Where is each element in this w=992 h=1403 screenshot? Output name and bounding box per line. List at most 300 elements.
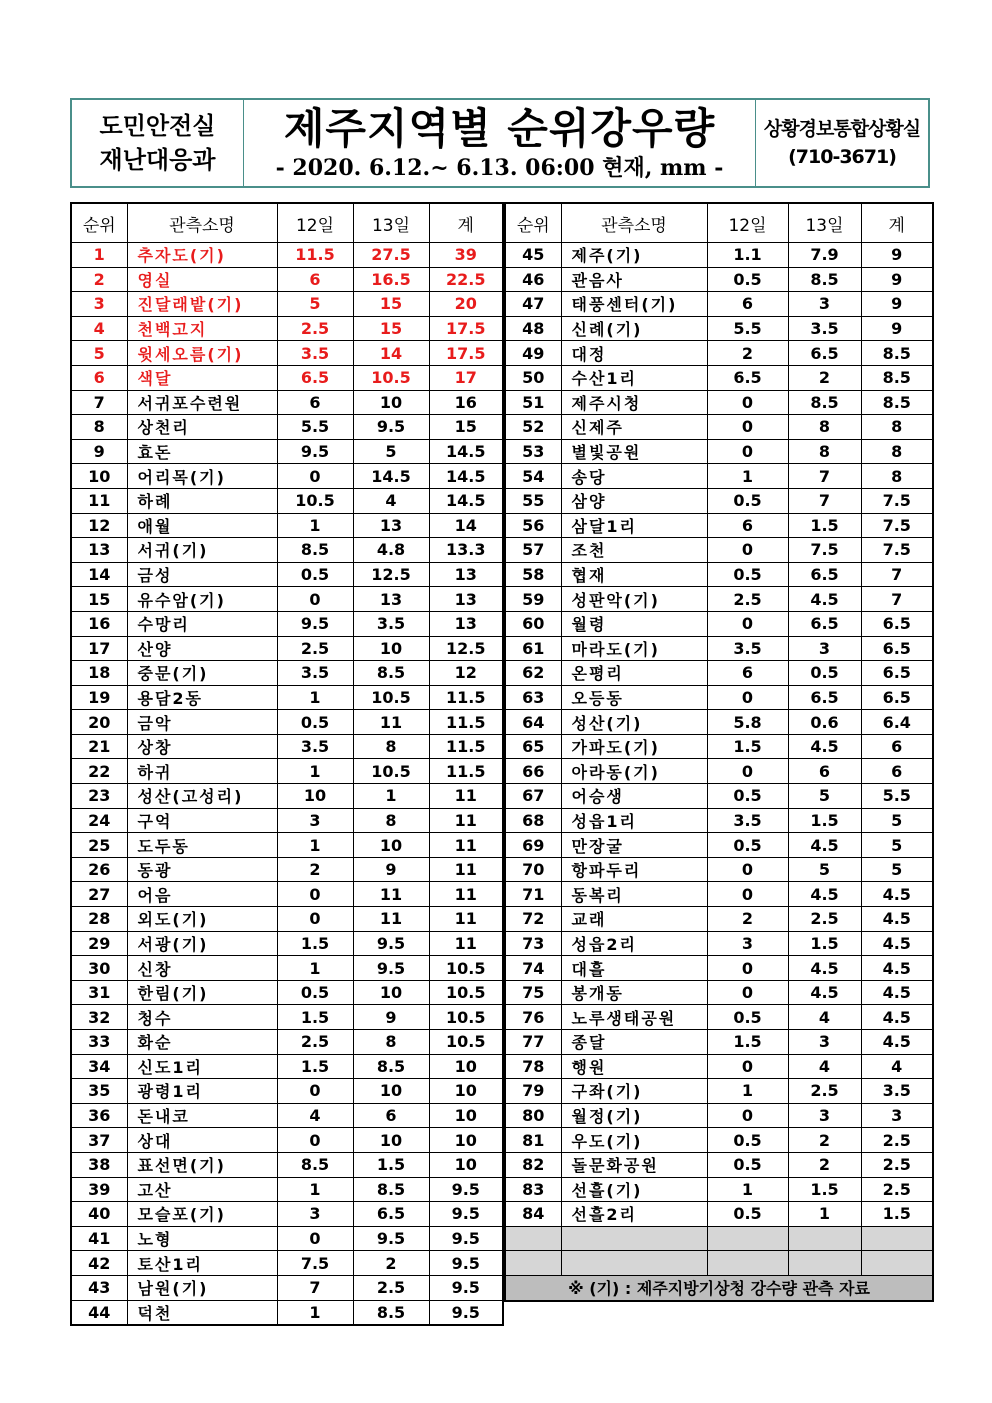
station-name-cell: 수산1리 bbox=[561, 365, 707, 390]
rank-cell: 9 bbox=[71, 439, 127, 464]
station-name-cell: 우도(기) bbox=[561, 1128, 707, 1153]
day13-cell: 6 bbox=[788, 759, 861, 784]
title-block bbox=[244, 100, 756, 186]
rank-cell: 52 bbox=[505, 415, 561, 440]
day13-cell: 10 bbox=[353, 833, 429, 858]
day12-cell: 0 bbox=[707, 882, 788, 907]
station-name-cell: 만장굴 bbox=[561, 833, 707, 858]
day13-cell: 14 bbox=[353, 341, 429, 366]
table-row bbox=[71, 808, 503, 833]
station-name-cell: 선흘(기) bbox=[561, 1177, 707, 1202]
rank-cell: 84 bbox=[505, 1202, 561, 1227]
station-name-cell: 노형 bbox=[127, 1226, 277, 1251]
table-row bbox=[71, 587, 503, 612]
rank-cell: 38 bbox=[71, 1152, 127, 1177]
day12-cell: 8.5 bbox=[277, 1152, 353, 1177]
table-row bbox=[505, 1202, 933, 1227]
table-row bbox=[505, 857, 933, 882]
day13-cell: 9 bbox=[353, 857, 429, 882]
day12-cell: 3 bbox=[277, 1202, 353, 1227]
rank-cell: 42 bbox=[71, 1251, 127, 1276]
rank-cell: 72 bbox=[505, 907, 561, 932]
day12-cell: 0 bbox=[277, 587, 353, 612]
day12-cell: 6.5 bbox=[277, 365, 353, 390]
table-row bbox=[71, 1128, 503, 1153]
day13-cell: 2.5 bbox=[788, 1079, 861, 1104]
day13-cell: 8.5 bbox=[353, 661, 429, 686]
rank-cell: 22 bbox=[71, 759, 127, 784]
rank-cell: 15 bbox=[71, 587, 127, 612]
table-row bbox=[505, 784, 933, 809]
station-name-cell: 협재 bbox=[561, 562, 707, 587]
table-row bbox=[505, 390, 933, 415]
day13-cell: 3 bbox=[788, 1030, 861, 1055]
day12-cell: 2.5 bbox=[707, 587, 788, 612]
total-cell: 4.5 bbox=[861, 956, 933, 981]
rank-cell: 43 bbox=[71, 1275, 127, 1300]
table-row bbox=[71, 316, 503, 341]
station-name-cell: 교래 bbox=[561, 907, 707, 932]
total-cell: 8 bbox=[861, 415, 933, 440]
total-cell: 8 bbox=[861, 439, 933, 464]
day13-cell: 8 bbox=[788, 415, 861, 440]
table-row bbox=[505, 538, 933, 563]
day13-cell: 15 bbox=[353, 292, 429, 317]
day12-cell: 1.5 bbox=[707, 1030, 788, 1055]
rank-cell: 76 bbox=[505, 1005, 561, 1030]
day12-cell: 0.5 bbox=[277, 710, 353, 735]
station-name-cell: 별빛공원 bbox=[561, 439, 707, 464]
total-cell: 2.5 bbox=[861, 1177, 933, 1202]
day13-cell: 4.5 bbox=[788, 833, 861, 858]
total-cell: 11 bbox=[429, 882, 503, 907]
total-cell: 10.5 bbox=[429, 980, 503, 1005]
day13-cell: 4.5 bbox=[788, 734, 861, 759]
rank-cell: 79 bbox=[505, 1079, 561, 1104]
station-name-cell: 색달 bbox=[127, 365, 277, 390]
station-name-cell: 가파도(기) bbox=[561, 734, 707, 759]
table-row bbox=[505, 1103, 933, 1128]
total-cell: 11 bbox=[429, 784, 503, 809]
table-row bbox=[505, 1128, 933, 1153]
total-cell: 8.5 bbox=[861, 365, 933, 390]
rank-cell: 73 bbox=[505, 931, 561, 956]
table-row bbox=[71, 488, 503, 513]
rank-cell: 75 bbox=[505, 980, 561, 1005]
table-row bbox=[505, 562, 933, 587]
rank-cell: 69 bbox=[505, 833, 561, 858]
total-cell: 11 bbox=[429, 907, 503, 932]
station-name-cell: 삼양 bbox=[561, 488, 707, 513]
table-row bbox=[71, 1030, 503, 1055]
station-name-cell: 효돈 bbox=[127, 439, 277, 464]
total-cell: 14.5 bbox=[429, 488, 503, 513]
day13-cell: 5 bbox=[788, 857, 861, 882]
office-name: 상황경보통합상황실 bbox=[763, 118, 921, 140]
rank-cell: 60 bbox=[505, 611, 561, 636]
station-name-cell: 고산 bbox=[127, 1177, 277, 1202]
total-cell: 5 bbox=[861, 808, 933, 833]
col-station-header: 관측소명 bbox=[127, 203, 277, 243]
day12-cell: 3.5 bbox=[277, 341, 353, 366]
rank-cell: 32 bbox=[71, 1005, 127, 1030]
rank-cell: 33 bbox=[71, 1030, 127, 1055]
total-cell: 9 bbox=[861, 292, 933, 317]
page-title: 제주지역별 순위강우량 bbox=[283, 104, 716, 153]
day13-cell: 10 bbox=[353, 980, 429, 1005]
station-name-cell: 봉개동 bbox=[561, 980, 707, 1005]
day12-cell: 0 bbox=[277, 1079, 353, 1104]
total-cell: 7.5 bbox=[861, 488, 933, 513]
day12-cell: 1 bbox=[277, 833, 353, 858]
total-cell: 6.5 bbox=[861, 611, 933, 636]
rank-cell: 47 bbox=[505, 292, 561, 317]
total-cell: 8.5 bbox=[861, 341, 933, 366]
rank-cell: 78 bbox=[505, 1054, 561, 1079]
table-row bbox=[71, 784, 503, 809]
total-cell: 4.5 bbox=[861, 980, 933, 1005]
table-row bbox=[71, 980, 503, 1005]
total-cell: 12.5 bbox=[429, 636, 503, 661]
total-cell: 9 bbox=[861, 316, 933, 341]
day13-cell: 4 bbox=[788, 1005, 861, 1030]
total-cell: 10 bbox=[429, 1079, 503, 1104]
org-line1: 도민안전실 bbox=[99, 112, 216, 140]
station-name-cell: 천백고지 bbox=[127, 316, 277, 341]
table-header-row bbox=[505, 203, 933, 243]
rank-cell: 54 bbox=[505, 464, 561, 489]
day13-cell: 0.5 bbox=[788, 661, 861, 686]
table-row bbox=[71, 857, 503, 882]
day13-cell: 11 bbox=[353, 710, 429, 735]
table-row bbox=[71, 907, 503, 932]
day13-cell: 2 bbox=[788, 1128, 861, 1153]
total-cell: 11.5 bbox=[429, 734, 503, 759]
rank-cell: 3 bbox=[71, 292, 127, 317]
station-name-cell: 유수암(기) bbox=[127, 587, 277, 612]
rank-cell: 28 bbox=[71, 907, 127, 932]
total-cell: 9.5 bbox=[429, 1251, 503, 1276]
col-station-header: 관측소명 bbox=[561, 203, 707, 243]
station-name-cell: 남원(기) bbox=[127, 1275, 277, 1300]
day13-cell: 15 bbox=[353, 316, 429, 341]
rank-cell: 27 bbox=[71, 882, 127, 907]
day13-cell: 6 bbox=[353, 1103, 429, 1128]
table-row bbox=[505, 931, 933, 956]
col-total-header: 계 bbox=[429, 203, 503, 243]
rank-cell: 48 bbox=[505, 316, 561, 341]
table-row bbox=[505, 488, 933, 513]
station-name-cell: 금악 bbox=[127, 710, 277, 735]
day13-cell: 4.5 bbox=[788, 956, 861, 981]
rainfall-table-left bbox=[70, 202, 504, 1326]
day13-cell: 13 bbox=[353, 513, 429, 538]
total-cell: 10 bbox=[429, 1128, 503, 1153]
total-cell: 11.5 bbox=[429, 685, 503, 710]
total-cell: 2.5 bbox=[861, 1128, 933, 1153]
day13-cell: 16.5 bbox=[353, 267, 429, 292]
day12-cell: 0 bbox=[277, 907, 353, 932]
day13-cell: 1.5 bbox=[788, 931, 861, 956]
station-name-cell: 종달 bbox=[561, 1030, 707, 1055]
station-name-cell: 모슬포(기) bbox=[127, 1202, 277, 1227]
rank-cell: 37 bbox=[71, 1128, 127, 1153]
total-cell: 39 bbox=[429, 243, 503, 268]
total-cell: 6.5 bbox=[861, 685, 933, 710]
table-row bbox=[71, 1177, 503, 1202]
total-cell: 17 bbox=[429, 365, 503, 390]
office-phone: (710-3671) bbox=[788, 146, 896, 168]
day13-cell: 8.5 bbox=[788, 267, 861, 292]
station-name-cell: 윗세오름(기) bbox=[127, 341, 277, 366]
day13-cell: 8.5 bbox=[353, 1300, 429, 1325]
day12-cell: 3 bbox=[277, 808, 353, 833]
day13-cell: 7 bbox=[788, 488, 861, 513]
total-cell: 9.5 bbox=[429, 1177, 503, 1202]
total-cell: 9.5 bbox=[429, 1300, 503, 1325]
day12-cell: 0 bbox=[277, 1226, 353, 1251]
total-cell: 22.5 bbox=[429, 267, 503, 292]
rank-cell: 65 bbox=[505, 734, 561, 759]
day12-cell: 0.5 bbox=[277, 562, 353, 587]
station-name-cell: 표선면(기) bbox=[127, 1152, 277, 1177]
total-cell: 5 bbox=[861, 833, 933, 858]
office-block bbox=[756, 100, 928, 186]
day12-cell: 0 bbox=[707, 956, 788, 981]
total-cell: 10.5 bbox=[429, 1030, 503, 1055]
rank-cell: 7 bbox=[71, 390, 127, 415]
station-name-cell: 마라도(기) bbox=[561, 636, 707, 661]
rainfall-table-right bbox=[504, 202, 934, 1302]
table-row bbox=[505, 882, 933, 907]
col-day13-header: 13일 bbox=[788, 203, 861, 243]
rank-cell: 2 bbox=[71, 267, 127, 292]
table-row bbox=[505, 759, 933, 784]
total-cell: 10 bbox=[429, 1103, 503, 1128]
table-row bbox=[71, 1152, 503, 1177]
day13-cell: 4.5 bbox=[788, 587, 861, 612]
station-name-cell: 대정 bbox=[561, 341, 707, 366]
table-header-row bbox=[71, 203, 503, 243]
page-subtitle: - 2020. 6.12.~ 6.13. 06:00 현재, mm - bbox=[275, 155, 724, 181]
day13-cell: 10.5 bbox=[353, 685, 429, 710]
table-row bbox=[71, 439, 503, 464]
day12-cell: 6.5 bbox=[707, 365, 788, 390]
day12-cell: 1.5 bbox=[277, 931, 353, 956]
station-name-cell: 행원 bbox=[561, 1054, 707, 1079]
report-header bbox=[70, 98, 930, 188]
day13-cell: 5 bbox=[353, 439, 429, 464]
day13-cell: 10.5 bbox=[353, 759, 429, 784]
day12-cell: 0 bbox=[707, 1103, 788, 1128]
day13-cell: 0.6 bbox=[788, 710, 861, 735]
day13-cell: 2.5 bbox=[788, 907, 861, 932]
day12-cell: 2 bbox=[707, 907, 788, 932]
day12-cell: 1 bbox=[707, 464, 788, 489]
rank-cell: 53 bbox=[505, 439, 561, 464]
day13-cell: 2 bbox=[788, 1152, 861, 1177]
empty-cell bbox=[861, 1251, 933, 1276]
total-cell: 12 bbox=[429, 661, 503, 686]
total-cell: 4.5 bbox=[861, 1005, 933, 1030]
day13-cell: 2 bbox=[788, 365, 861, 390]
day12-cell: 9.5 bbox=[277, 439, 353, 464]
day12-cell: 6 bbox=[707, 292, 788, 317]
total-cell: 11 bbox=[429, 833, 503, 858]
table-row bbox=[505, 1054, 933, 1079]
day12-cell: 0 bbox=[277, 882, 353, 907]
total-cell: 9 bbox=[861, 267, 933, 292]
station-name-cell: 광령1리 bbox=[127, 1079, 277, 1104]
day12-cell: 0.5 bbox=[707, 1202, 788, 1227]
day13-cell: 4.5 bbox=[788, 882, 861, 907]
day13-cell: 4.5 bbox=[788, 980, 861, 1005]
table-row bbox=[71, 833, 503, 858]
empty-cell bbox=[707, 1226, 788, 1251]
station-name-cell: 화순 bbox=[127, 1030, 277, 1055]
day12-cell: 0.5 bbox=[707, 784, 788, 809]
station-name-cell: 어리목(기) bbox=[127, 464, 277, 489]
rank-cell: 19 bbox=[71, 685, 127, 710]
total-cell: 6.5 bbox=[861, 636, 933, 661]
rank-cell: 25 bbox=[71, 833, 127, 858]
day12-cell: 1 bbox=[277, 956, 353, 981]
total-cell: 10 bbox=[429, 1152, 503, 1177]
day12-cell: 1.5 bbox=[707, 734, 788, 759]
day12-cell: 0 bbox=[707, 857, 788, 882]
station-name-cell: 월령 bbox=[561, 611, 707, 636]
table-row bbox=[71, 341, 503, 366]
rank-cell: 61 bbox=[505, 636, 561, 661]
total-cell: 14.5 bbox=[429, 439, 503, 464]
total-cell: 4.5 bbox=[861, 931, 933, 956]
day12-cell: 0 bbox=[707, 390, 788, 415]
day13-cell: 14.5 bbox=[353, 464, 429, 489]
total-cell: 10 bbox=[429, 1054, 503, 1079]
rank-cell: 64 bbox=[505, 710, 561, 735]
rank-cell: 67 bbox=[505, 784, 561, 809]
table-row bbox=[505, 464, 933, 489]
day13-cell: 11 bbox=[353, 882, 429, 907]
station-name-cell: 어승생 bbox=[561, 784, 707, 809]
rank-cell: 34 bbox=[71, 1054, 127, 1079]
day12-cell: 11.5 bbox=[277, 243, 353, 268]
table-row bbox=[71, 464, 503, 489]
day13-cell: 3.5 bbox=[788, 316, 861, 341]
rank-cell: 18 bbox=[71, 661, 127, 686]
day13-cell: 6.5 bbox=[788, 611, 861, 636]
rank-cell: 51 bbox=[505, 390, 561, 415]
day13-cell: 10 bbox=[353, 1079, 429, 1104]
table-row bbox=[71, 882, 503, 907]
station-name-cell: 청수 bbox=[127, 1005, 277, 1030]
rank-cell: 21 bbox=[71, 734, 127, 759]
table-row bbox=[71, 636, 503, 661]
note-row bbox=[505, 1275, 933, 1300]
rank-cell: 81 bbox=[505, 1128, 561, 1153]
rank-cell: 62 bbox=[505, 661, 561, 686]
total-cell: 13 bbox=[429, 587, 503, 612]
rank-cell: 39 bbox=[71, 1177, 127, 1202]
station-name-cell: 구좌(기) bbox=[561, 1079, 707, 1104]
day12-cell: 6 bbox=[277, 267, 353, 292]
table-row bbox=[71, 292, 503, 317]
station-name-cell: 대흘 bbox=[561, 956, 707, 981]
table-row bbox=[71, 538, 503, 563]
rank-cell: 41 bbox=[71, 1226, 127, 1251]
day13-cell: 12.5 bbox=[353, 562, 429, 587]
table-body-right bbox=[505, 243, 933, 1301]
empty-row bbox=[505, 1251, 933, 1276]
day13-cell: 8.5 bbox=[353, 1177, 429, 1202]
day12-cell: 9.5 bbox=[277, 611, 353, 636]
station-name-cell: 조천 bbox=[561, 538, 707, 563]
total-cell: 7.5 bbox=[861, 538, 933, 563]
empty-cell bbox=[707, 1251, 788, 1276]
table-row bbox=[505, 439, 933, 464]
rank-cell: 10 bbox=[71, 464, 127, 489]
day13-cell: 4.8 bbox=[353, 538, 429, 563]
day12-cell: 2 bbox=[707, 341, 788, 366]
table-row bbox=[505, 685, 933, 710]
station-name-cell: 성판악(기) bbox=[561, 587, 707, 612]
day12-cell: 5.5 bbox=[277, 415, 353, 440]
total-cell: 11.5 bbox=[429, 710, 503, 735]
table-row bbox=[505, 956, 933, 981]
total-cell: 9.5 bbox=[429, 1202, 503, 1227]
day12-cell: 1 bbox=[277, 513, 353, 538]
rank-cell: 31 bbox=[71, 980, 127, 1005]
day13-cell: 5 bbox=[788, 784, 861, 809]
total-cell: 17.5 bbox=[429, 341, 503, 366]
table-row bbox=[505, 1005, 933, 1030]
day12-cell: 1 bbox=[277, 685, 353, 710]
station-name-cell: 산양 bbox=[127, 636, 277, 661]
station-name-cell: 성읍1리 bbox=[561, 808, 707, 833]
table-row bbox=[505, 1079, 933, 1104]
total-cell: 16 bbox=[429, 390, 503, 415]
day13-cell: 8 bbox=[353, 734, 429, 759]
total-cell: 4.5 bbox=[861, 1030, 933, 1055]
table-row bbox=[505, 1030, 933, 1055]
rank-cell: 55 bbox=[505, 488, 561, 513]
station-name-cell: 하례 bbox=[127, 488, 277, 513]
table-row bbox=[505, 513, 933, 538]
table-row bbox=[505, 1152, 933, 1177]
station-name-cell: 금성 bbox=[127, 562, 277, 587]
day12-cell: 0 bbox=[707, 759, 788, 784]
day12-cell: 1 bbox=[277, 1300, 353, 1325]
day13-cell: 6.5 bbox=[788, 562, 861, 587]
day13-cell: 2.5 bbox=[353, 1275, 429, 1300]
day12-cell: 0 bbox=[707, 685, 788, 710]
station-name-cell: 상대 bbox=[127, 1128, 277, 1153]
day12-cell: 0 bbox=[707, 611, 788, 636]
table-row bbox=[71, 931, 503, 956]
day13-cell: 11 bbox=[353, 907, 429, 932]
day13-cell: 10 bbox=[353, 636, 429, 661]
total-cell: 13 bbox=[429, 562, 503, 587]
rank-cell: 80 bbox=[505, 1103, 561, 1128]
table-row bbox=[71, 1275, 503, 1300]
day12-cell: 1 bbox=[277, 759, 353, 784]
table-row bbox=[505, 365, 933, 390]
col-day12-header: 12일 bbox=[277, 203, 353, 243]
day12-cell: 0.5 bbox=[277, 980, 353, 1005]
table-row bbox=[71, 562, 503, 587]
station-name-cell: 신창 bbox=[127, 956, 277, 981]
table-row bbox=[505, 734, 933, 759]
